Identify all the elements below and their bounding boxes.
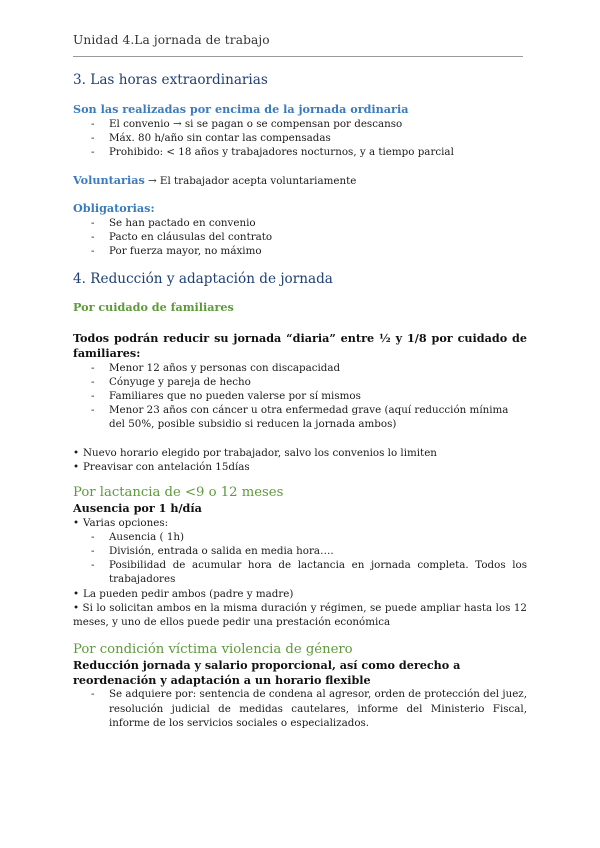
list-item: - Prohibido: < 18 años y trabajadores nocturnos, y a tiempo parcial bbox=[91, 146, 454, 159]
list-item: - Cónyuge y pareja de hecho bbox=[91, 375, 251, 388]
voluntarias-line bbox=[73, 173, 527, 188]
lactancia-options bbox=[73, 530, 527, 587]
list-item: - Se han pactado en convenio bbox=[91, 216, 256, 229]
violencia-heading: Por condición víctima violencia de género bbox=[73, 642, 353, 658]
list-item: - Menor 12 años y personas con discapacidad bbox=[91, 361, 341, 374]
cuidado-list bbox=[73, 361, 527, 432]
list-item: - Posibilidad de acumular hora de lactancia en jornada completa. Todos los trabajadores bbox=[91, 559, 527, 586]
bullet-item: • Varias opciones: bbox=[73, 516, 169, 529]
lactancia-subheading: Ausencia por 1 h/día bbox=[73, 501, 202, 516]
list-item: - El convenio → si se pagan o se compensan por descanso bbox=[91, 118, 403, 130]
voluntarias-label: Voluntarias bbox=[73, 172, 145, 187]
document-body bbox=[73, 66, 527, 730]
list-item: - Ausencia ( 1h) bbox=[91, 530, 185, 543]
ordinaria-heading: Son las realizadas por encima de la jornada ordinaria bbox=[73, 102, 409, 116]
lactancia-heading: Por lactancia de <9 o 12 meses bbox=[73, 485, 284, 501]
list-item: - División, entrada o salida en media hora…. bbox=[91, 545, 334, 558]
list-item: - Por fuerza mayor, no máximo bbox=[91, 245, 262, 258]
cuidado-intro: Todos podrán reducir su jornada “diaria” entre ½ y 1/8 por cuidado de familiares: bbox=[73, 331, 527, 361]
violencia-list bbox=[73, 687, 527, 730]
violencia-intro: Reducción jornada y salario proporcional, así como derecho a reordenación y adaptación a un horario flexible bbox=[73, 658, 461, 687]
ordinaria-list bbox=[73, 117, 527, 160]
bullet-item: • Preavisar con antelación 15días bbox=[73, 460, 250, 473]
voluntarias-text: → El trabajador acepta voluntariamente bbox=[144, 174, 357, 187]
list-item: - Se adquiere por: sentencia de condena al agresor, orden de protección del juez, resolución judicial de medidas cautelares, informe del Ministerio Fiscal, informe de los servicios sociales o especializados. bbox=[91, 688, 527, 729]
section-3-title: 3. Las horas extraordinarias bbox=[73, 72, 268, 88]
obligatorias-heading: Obligatorias: bbox=[73, 200, 155, 215]
bullet-item: • Si lo solicitan ambos en la misma duración y régimen, se puede ampliar hasta los 12 meses, y uno de ellos puede pedir una prestación económica bbox=[73, 601, 527, 629]
list-item: - Menor 23 años con cáncer u otra enfermedad grave (aquí reducción mínima del 50%, posible subsidio si reducen la jornada ambos) bbox=[91, 404, 509, 431]
list-item: - Máx. 80 h/año sin contar las compensadas bbox=[91, 132, 331, 145]
header-rule bbox=[73, 56, 523, 57]
bullet-item: • Nuevo horario elegido por trabajador, salvo los convenios lo limiten bbox=[73, 446, 437, 459]
running-header: Unidad 4.La jornada de trabajo bbox=[73, 33, 270, 47]
list-item: - Familiares que no pueden valerse por sí mismos bbox=[91, 390, 361, 403]
list-item: - Pacto en cláusulas del contrato bbox=[91, 231, 273, 244]
obligatorias-list bbox=[73, 216, 527, 259]
bullet-item: • La pueden pedir ambos (padre y madre) bbox=[73, 587, 294, 600]
section-4-title: 4. Reducción y adaptación de jornada bbox=[73, 271, 333, 288]
cuidado-heading: Por cuidado de familiares bbox=[73, 300, 234, 315]
